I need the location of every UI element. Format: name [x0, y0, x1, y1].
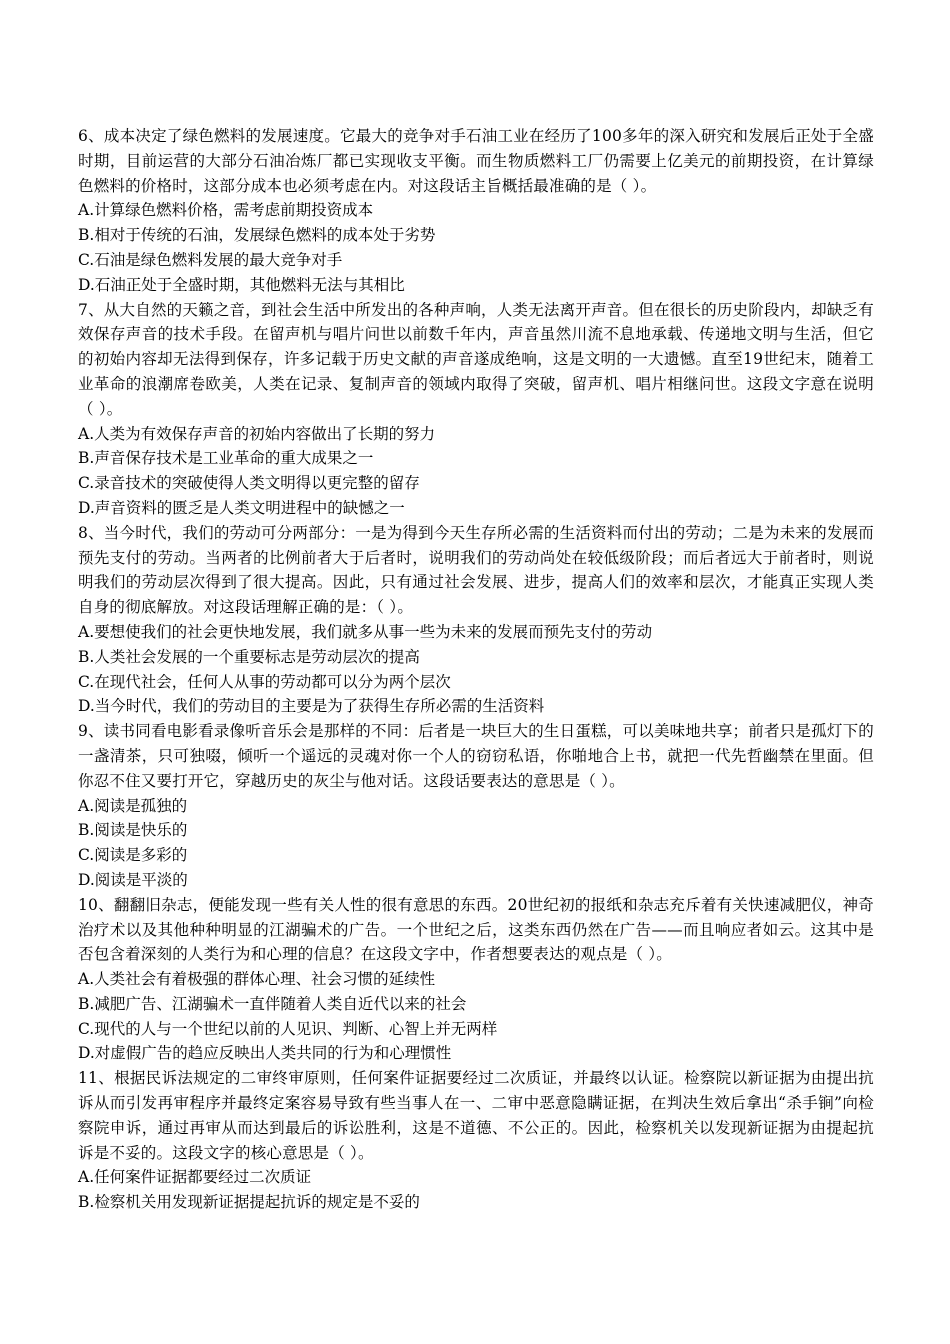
option-a: A.计算绿色燃料价格，需考虑前期投资成本	[78, 201, 374, 220]
option-c: C.石油是绿色燃料发展的最大竞争对手	[78, 250, 343, 269]
question-stem: 7、从大自然的天籁之音，到社会生活中所发出的各种声响，人类无法离开声音。但在很长的历史阶段内，却缺乏有效保存声音的技术手段。在留声机与唱片问世以前数千年内，声音虽然川流不息地承载、传递地文明与生活，但它的初始内容却无法得到保存，许多记载于历史文献的声音遂成绝响，这是文明的一大遗憾。直至19世纪末，随着工业革命的浪潮席卷欧美，人类在记录、复制声音的领域内取得了突破，留声机、唱片相继问世。这段文字意在说明（ ）。	[78, 300, 874, 418]
option-a: A.阅读是孤独的	[78, 796, 188, 815]
question-11	[78, 1066, 874, 1215]
question-stem: 6、成本决定了绿色燃料的发展速度。它最大的竞争对手石油工业在经历了100多年的深入研究和发展后正处于全盛时期，目前运营的大部分石油冶炼厂都已实现收支平衡。而生物质燃料工厂仍需要上亿美元的前期投资，在计算绿色燃料的价格时，这部分成本也必须考虑在内。对这段话主旨概括最准确的是（ ）。	[78, 127, 874, 195]
option-b: B.减肥广告、江湖骗术一直伴随着人类自近代以来的社会	[78, 994, 467, 1013]
option-a: A.人类为有效保存声音的初始内容做出了长期的努力	[78, 424, 436, 443]
option-c: C.在现代社会，任何人从事的劳动都可以分为两个层次	[78, 672, 451, 691]
document-page	[78, 124, 874, 1215]
question-6	[78, 124, 874, 298]
option-a: A.要想使我们的社会更快地发展，我们就多从事一些为未来的发展而预先支付的劳动	[78, 622, 653, 641]
option-a: A.任何案件证据都要经过二次质证	[78, 1168, 312, 1187]
option-b: B.人类社会发展的一个重要标志是劳动层次的提高	[78, 647, 420, 666]
option-d: D.对虚假广告的趋应反映出人类共同的行为和心理惯性	[78, 1044, 452, 1063]
option-c: C.阅读是多彩的	[78, 846, 188, 865]
option-b: B.阅读是快乐的	[78, 821, 188, 840]
option-b: B.声音保存技术是工业革命的重大成果之一	[78, 449, 374, 468]
question-9	[78, 719, 874, 893]
option-d: D.声音资料的匮乏是人类文明进程中的缺憾之一	[78, 498, 405, 517]
question-stem: 8、当今时代，我们的劳动可分两部分：一是为得到今天生存所必需的生活资料而付出的劳动；二是为未来的发展而预先支付的劳动。当两者的比例前者大于后者时，说明我们的劳动尚处在较低级阶段；而后者远大于前者时，则说明我们的劳动层次得到了很大提高。因此，只有通过社会发展、进步，提高人们的效率和层次，才能真正实现人类自身的彻底解放。对这段话理解正确的是：（ ）。	[78, 523, 874, 617]
option-c: C.现代的人与一个世纪以前的人见识、判断、心智上并无两样	[78, 1019, 498, 1038]
option-c: C.录音技术的突破使得人类文明得以更完整的留存	[78, 474, 420, 493]
option-b: B.检察机关用发现新证据提起抗诉的规定是不妥的	[78, 1193, 420, 1212]
question-10	[78, 893, 874, 1067]
question-stem: 11、根据民诉法规定的二审终审原则，任何案件证据要经过二次质证，并最终以认证。检察院以新证据为由提出抗诉从而引发再审程序并最终定案容易导致有些当事人在一、二审中恶意隐瞒证据，在判决生效后拿出“杀手锏”向检察院申诉，通过再审从而达到最后的诉讼胜利，这是不道德、不公正的。因此，检察机关以发现新证据为由提起抗诉是不妥的。这段文字的核心意思是（ ）。	[78, 1069, 874, 1162]
option-a: A.人类社会有着极强的群体心理、社会习惯的延续性	[78, 970, 436, 989]
option-d: D.当今时代，我们的劳动目的主要是为了获得生存所必需的生活资料	[78, 697, 545, 716]
option-d: D.石油正处于全盛时期，其他燃料无法与其相比	[78, 275, 405, 294]
question-7	[78, 298, 874, 521]
option-b: B.相对于传统的石油，发展绿色燃料的成本处于劣势	[78, 226, 436, 245]
question-stem: 9、读书同看电影看录像听音乐会是那样的不同：后者是一块巨大的生日蛋糕，可以美味地共享；前者只是孤灯下的一盏清茶，只可独啜，倾听一个遥远的灵魂对你一个人的窃窃私语，你啪地合上书，就把一代先哲幽禁在里面。但你忍不住又要打开它，穿越历史的灰尘与他对话。这段话要表达的意思是（ ）。	[78, 722, 874, 790]
question-stem: 10、翻翻旧杂志，便能发现一些有关人性的很有意思的东西。20世纪初的报纸和杂志充斥着有关快速减肥仪，神奇治疗术以及其他种种明显的江湖骗术的广告。一个世纪之后，这类东西仍然在广告——而且响应者如云。这其中是否包含着深刻的人类行为和心理的信息？在这段文字中，作者想要表达的观点是（ ）。	[78, 895, 874, 964]
question-8	[78, 521, 874, 719]
option-d: D.阅读是平淡的	[78, 870, 188, 889]
